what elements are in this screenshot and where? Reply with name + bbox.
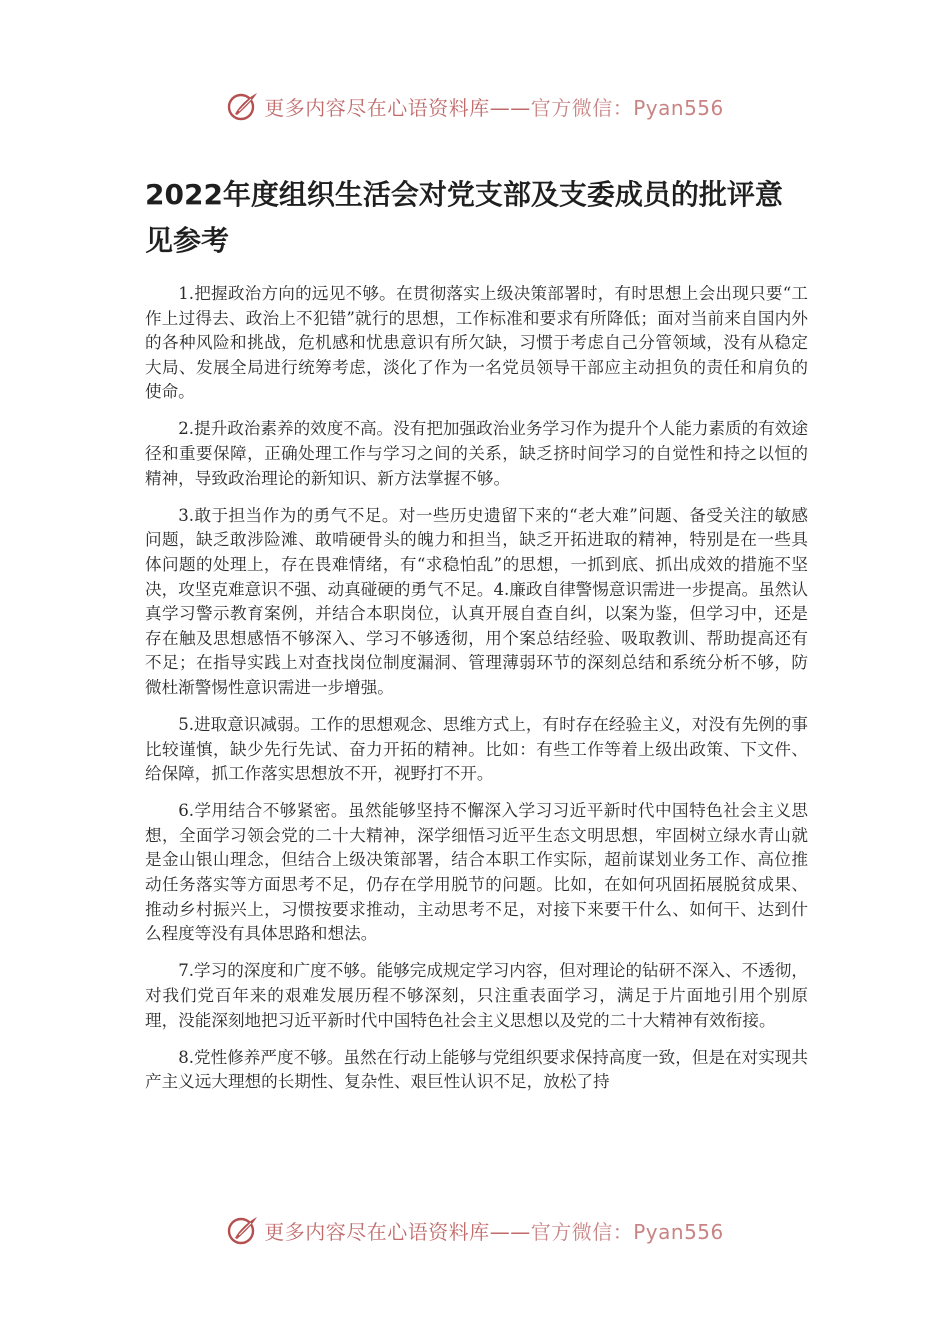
watermark-text [264, 1216, 724, 1245]
paragraph-1: 1.把握政治方向的远见不够。在贯彻落实上级决策部署时，有时思想上会出现只要“工作上过得去、政治上不犯错”就行的思想，工作标准和要求有所降低；面对当前来自国内外的各种风险和挑战，危机感和忧患意识有所欠缺，习惯于考虑自己分管领域，没有从稳定大局、发展全局进行统筹考虑，淡化了作为一名党员领导干部应主动担负的责任和肩负的使命。 [145, 284, 808, 402]
watermark-dash: —— [489, 1219, 531, 1244]
header-watermark-inner [226, 89, 724, 123]
quill-logo-icon [226, 1213, 260, 1247]
paragraph-8: 8.党性修养严度不够。虽然在行动上能够与党组织要求保持高度一致，但是在对实现共产主义远大理想的长期性、复杂性、艰巨性认识不足，放松了持 [145, 1047, 808, 1092]
paragraph-2: 2.提升政治素养的效度不高。没有把加强政治业务学习作为提升个人能力素质的有效途径和重要保障，正确处理工作与学习之间的关系，缺乏挤时间学习的自觉性和持之以恒的精神，导致政治理论的新知识、新方法掌握不够。 [145, 419, 808, 488]
watermark-site: 更多内容尽在心语资料库 [264, 95, 490, 120]
footer-watermark-inner [226, 1213, 724, 1247]
quill-logo-icon [226, 89, 260, 123]
paragraph-7: 7.学习的深度和广度不够。能够完成规定学习内容，但对理论的钻研不深入、不透彻，对我们党百年来的艰难发展历程不够深刻，只注重表面学习，满足于片面地引用个别原理，没能深刻地把习近平新时代中国特色社会主义思想以及党的二十大精神有效衔接。 [145, 961, 808, 1030]
watermark-wechat-label: 官方微信： [530, 1219, 634, 1244]
document-title: 2022年度组织生活会对党支部及支委成员的批评意见参考 [145, 178, 783, 257]
paragraph-6: 6.学用结合不够紧密。虽然能够坚持不懈深入学习习近平新时代中国特色社会主义思想，全面学习领会党的二十大精神，深学细悟习近平生态文明思想，牢固树立绿水青山就是金山银山理念，但结合上级决策部署，结合本职工作实际，超前谋划业务工作、高位推动任务落实等方面思考不足，仍存在学用脱节的问题。比如，在如何巩固拓展脱贫成果、推动乡村振兴上，习惯按要求推动，主动思考不足，对接下来要干什么、如何干、达到什么程度等没有具体思路和想法。 [145, 801, 808, 944]
paragraph-3: 3.敢于担当作为的勇气不足。对一些历史遗留下来的“老大难”问题、备受关注的敏感问题，缺乏敢涉险滩、敢啃硬骨头的魄力和担当，缺乏开拓进取的精神，特别是在一些具体问题的处理上，存在畏难情绪，有“求稳怕乱”的思想，一抓到底、抓出成效的措施不坚决，攻坚克难意识不强、动真碰硬的勇气不足。4.廉政自律警惕意识需进一步提高。虽然认真学习警示教育案例，并结合本职岗位，认真开展自查自纠，以案为鉴，但学习中，还是存在触及思想感悟不够深入、学习不够透彻，用个案总结经验、吸取教训、帮助提高还有不足；在指导实践上对查找岗位制度漏洞、管理薄弱环节的深刻总结和系统分析不够，防微杜渐警惕性意识需进一步增强。 [145, 505, 808, 697]
watermark-dash: —— [489, 95, 531, 120]
footer-watermark [0, 1210, 950, 1250]
watermark-wechat-id: Pyan556 [633, 1219, 724, 1244]
watermark-wechat-id: Pyan556 [633, 95, 724, 120]
watermark-text [264, 92, 724, 121]
watermark-wechat-label: 官方微信： [530, 95, 634, 120]
paragraph-5: 5.进取意识减弱。工作的思想观念、思维方式上，有时存在经验主义，对没有先例的事比较谨慎，缺少先行先试、奋力开拓的精神。比如：有些工作等着上级出政策、下文件、给保障，抓工作落实思想放不开，视野打不开。 [145, 715, 808, 784]
header-watermark [0, 86, 950, 126]
watermark-site: 更多内容尽在心语资料库 [264, 1219, 490, 1244]
document-body [145, 282, 808, 1177]
